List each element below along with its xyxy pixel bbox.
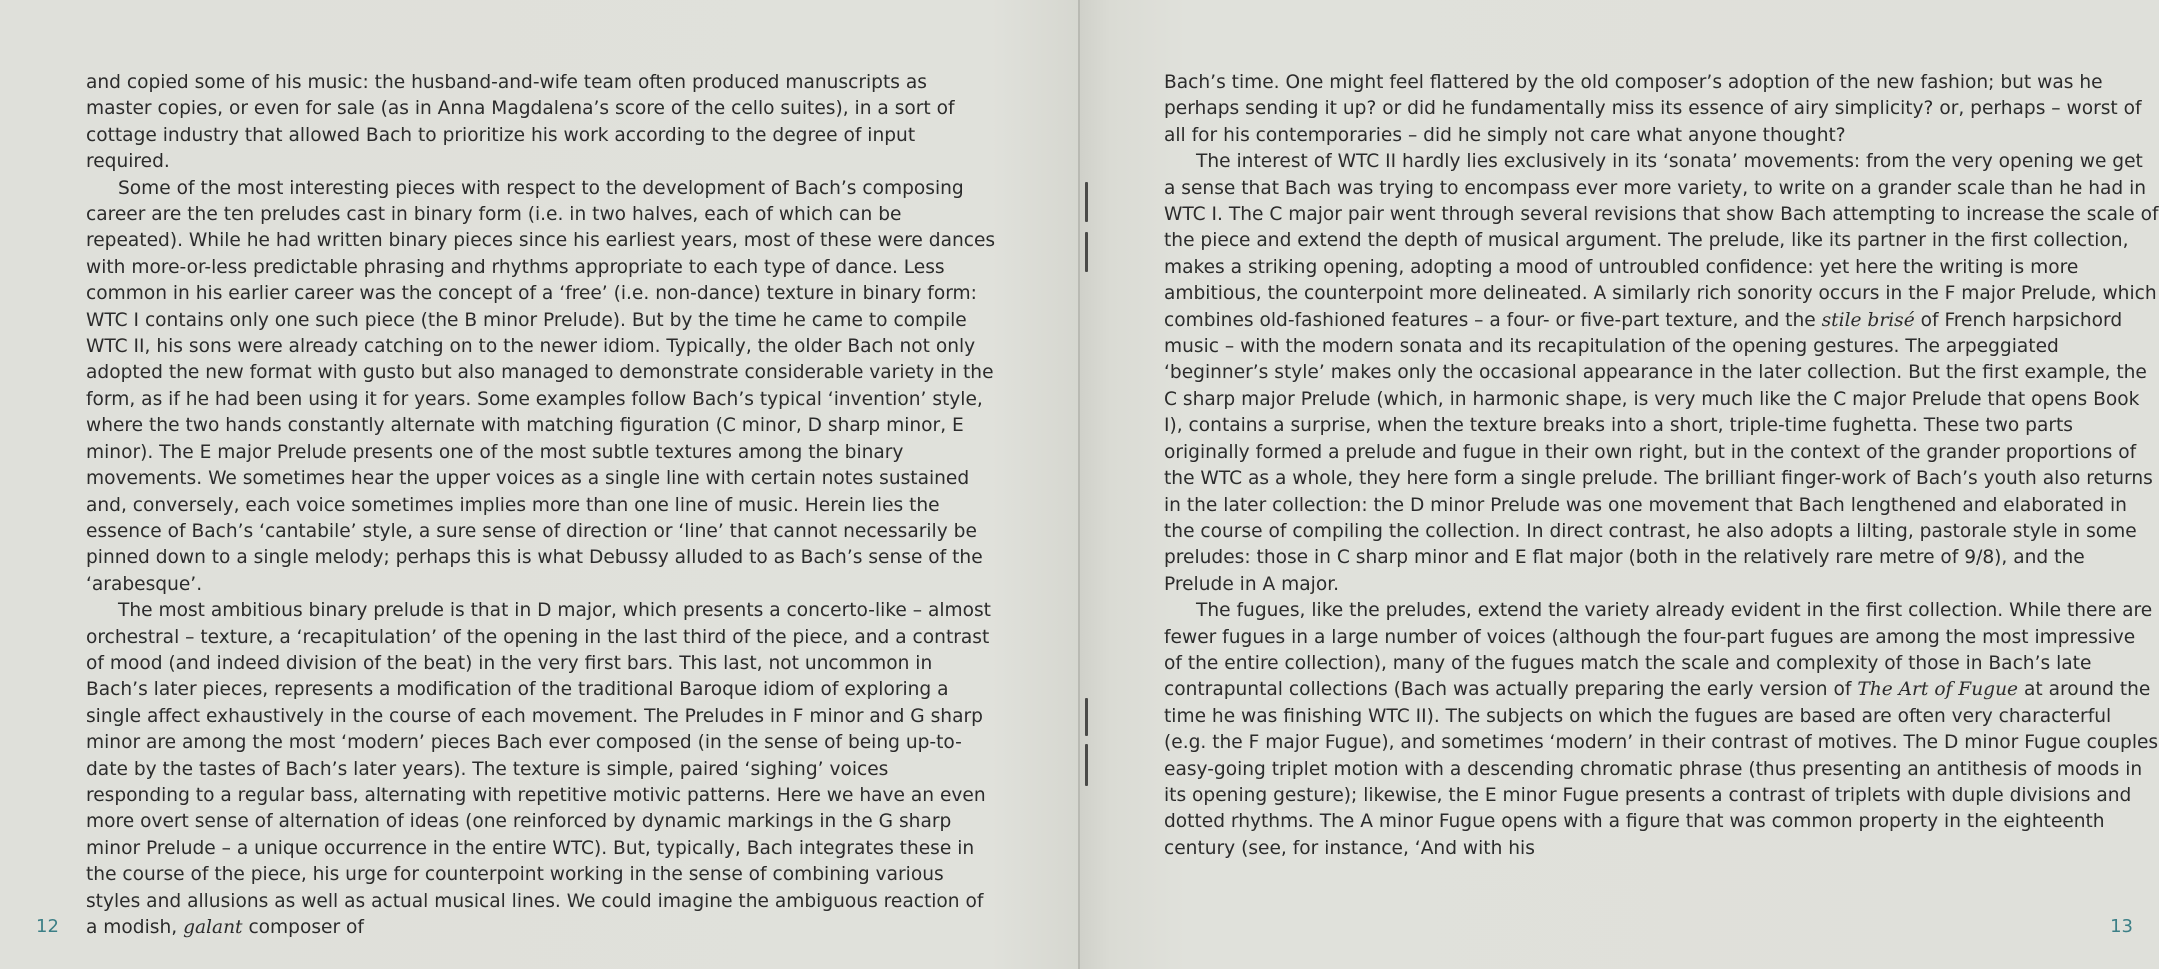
page-number: 13 xyxy=(2110,916,2133,937)
paragraph xyxy=(1164,149,2159,598)
text-run: and copied some of his music: the husband-and-wife team often produced manuscripts as master copies, or even for sale (as in Anna Magdalena’s score of the cello suites), in a sort of cottage industry that allowed Bach to prioritize his work according to the degree of input required. xyxy=(86,72,955,173)
staple xyxy=(1085,744,1088,786)
paragraph xyxy=(1164,598,2159,862)
text-run: composer of xyxy=(242,917,364,938)
text-run: of French harpsichord music – with the modern sonata and its recapitulation of the opening gestures. The arpeggiated ‘beginner’s style’ makes only the occasional appearance in the later collection. But the first example, the C sharp major Prelude (which, in harmonic shape, is very much like the C major Prelude that opens Book I), contains a surprise, when the texture breaks into a short, triple-time fughetta. These two parts originally formed a prelude and fugue in their own right, but in the context of the grander proportions of the WTC as a whole, they here form a single prelude. The brilliant finger-work of Bach’s youth also returns in the later collection: the D minor Prelude was one movement that Bach lengthened and elaborated in the course of compiling the collection. In direct contrast, he also adopts a lilting, pastorale style in some preludes: those in C sharp minor and E flat major (both in the relatively rare metre of 9/8), and the Prelude in A major. xyxy=(1164,309,2153,595)
gutter-fold xyxy=(1078,0,1080,969)
italic-term: stile brisé xyxy=(1821,309,1915,331)
text-run: The interest of WTC II hardly lies exclusively in its ‘sonata’ movements: from the very opening we get a sense that Bach was trying to encompass ever more variety, to write on a grander scale than he had in WTC I. The C major pair went through several revisions that show Bach attempting to increase the scale of the piece and extend the depth of musical argument. The prelude, like its partner in the first collection, makes a striking opening, adopting a mood of untroubled confidence: yet here the writing is more ambitious, the counterpoint more delineated. A similarly rich sonority occurs in the F major Prelude, which combines old-fashioned features – a four- or five-part texture, and the xyxy=(1164,151,2159,331)
text-run: Bach’s time. One might feel flattered by the old composer’s adoption of the new fashion; but was he perhaps sending it up? or did he fundamentally miss its essence of airy simplicity? or, perhaps – worst of all for his contemporaries – did he simply not care what anyone thought? xyxy=(1164,72,2142,146)
staple xyxy=(1085,698,1088,736)
text-run: The most ambitious binary prelude is that in D major, which presents a concerto-like – almost orchestral – texture, a ‘recapitulation’ of the opening in the last third of the piece, and a contrast of mood (and indeed division of the beat) in the very first bars. This last, not uncommon in Bach’s later pieces, represents a modification of the traditional Baroque idiom of exploring a single affect exhaustively in the course of each movement. The Preludes in F minor and G sharp minor are among the most ‘modern’ pieces Bach ever composed (in the sense of being up-to-date by the tastes of Bach’s later years). The texture is simple, paired ‘sighing’ voices responding to a regular bass, alternating with repetitive motivic patterns. Here we have an even more overt sense of alternation of ideas (one reinforced by dynamic markings in the G sharp minor Prelude – a unique occurrence in the entire WTC). But, typically, Bach integrates these in the course of the piece, his urge for counterpoint working in the sense of combining various styles and allusions as well as actual musical lines. We could imagine the ambiguous reaction of a modish, xyxy=(86,600,991,938)
staple xyxy=(1085,232,1088,272)
text-run: Some of the most interesting pieces with respect to the development of Bach’s composing career are the ten preludes cast in binary form (i.e. in two halves, each of which can be repeated). While he had written binary pieces since his earliest years, most of these were dances with more-or-less predictable phrasing and rhythms appropriate to each type of dance. Less common in his earlier career was the concept of a ‘free’ (i.e. non-dance) texture in binary form: WTC I contains only one such piece (the B minor Prelude). But by the time he came to compile WTC II, his sons were already catching on to the newer idiom. Typically, the older Bach not only adopted the new format with gusto but also managed to demonstrate considerable variety in the form, as if he had been using it for years. Some examples follow Bach’s typical ‘invention’ style, where the two hands constantly alternate with matching figuration (C minor, D sharp minor, E minor). The E major Prelude presents one of the most subtle textures among the binary movements. We sometimes hear the upper voices as a single line with certain notes sustained and, conversely, each voice sometimes implies more than one line of music. Herein lies the essence of Bach’s ‘cantabile’ style, a sure sense of direction or ‘line’ that cannot necessarily be pinned down to a single melody; perhaps this is what Debussy alluded to as Bach’s sense of the ‘arabesque’. xyxy=(86,177,996,595)
right-page-text xyxy=(1164,70,2159,862)
paragraph xyxy=(86,598,996,941)
staple xyxy=(1085,182,1088,222)
left-page-text xyxy=(86,70,996,941)
paragraph xyxy=(86,70,996,176)
italic-term: galant xyxy=(183,917,243,938)
left-page xyxy=(0,0,1078,969)
text-run: The fugues, like the preludes, extend the variety already evident in the first collection. While there are fewer fugues in a large number of voices (although the four-part fugues are among the most impressive of the entire collection), many of the fugues match the scale and complexity of those in Bach’s late contrapuntal collections (Bach was actually preparing the early version of xyxy=(1164,600,2153,701)
page-number: 12 xyxy=(36,916,59,937)
text-run: at around the time he was finishing WTC II). The subjects on which the fugues are based are often very characterful (e.g. the F major Fugue), and sometimes ‘modern’ in their contrast of motives. The D minor Fugue couples easy-going triplet motion with a descending chromatic phrase (thus presenting an antithesis of moods in its opening gesture); likewise, the E minor Fugue presents a contrast of triplets with duple divisions and dotted rhythms. The A minor Fugue opens with a figure that was common property in the eighteenth century (see, for instance, ‘And with his xyxy=(1164,679,2159,859)
italic-title: The Art of Fugue xyxy=(1857,679,2019,701)
paragraph xyxy=(86,176,996,599)
paragraph xyxy=(1164,70,2159,149)
right-page xyxy=(1078,0,2159,969)
